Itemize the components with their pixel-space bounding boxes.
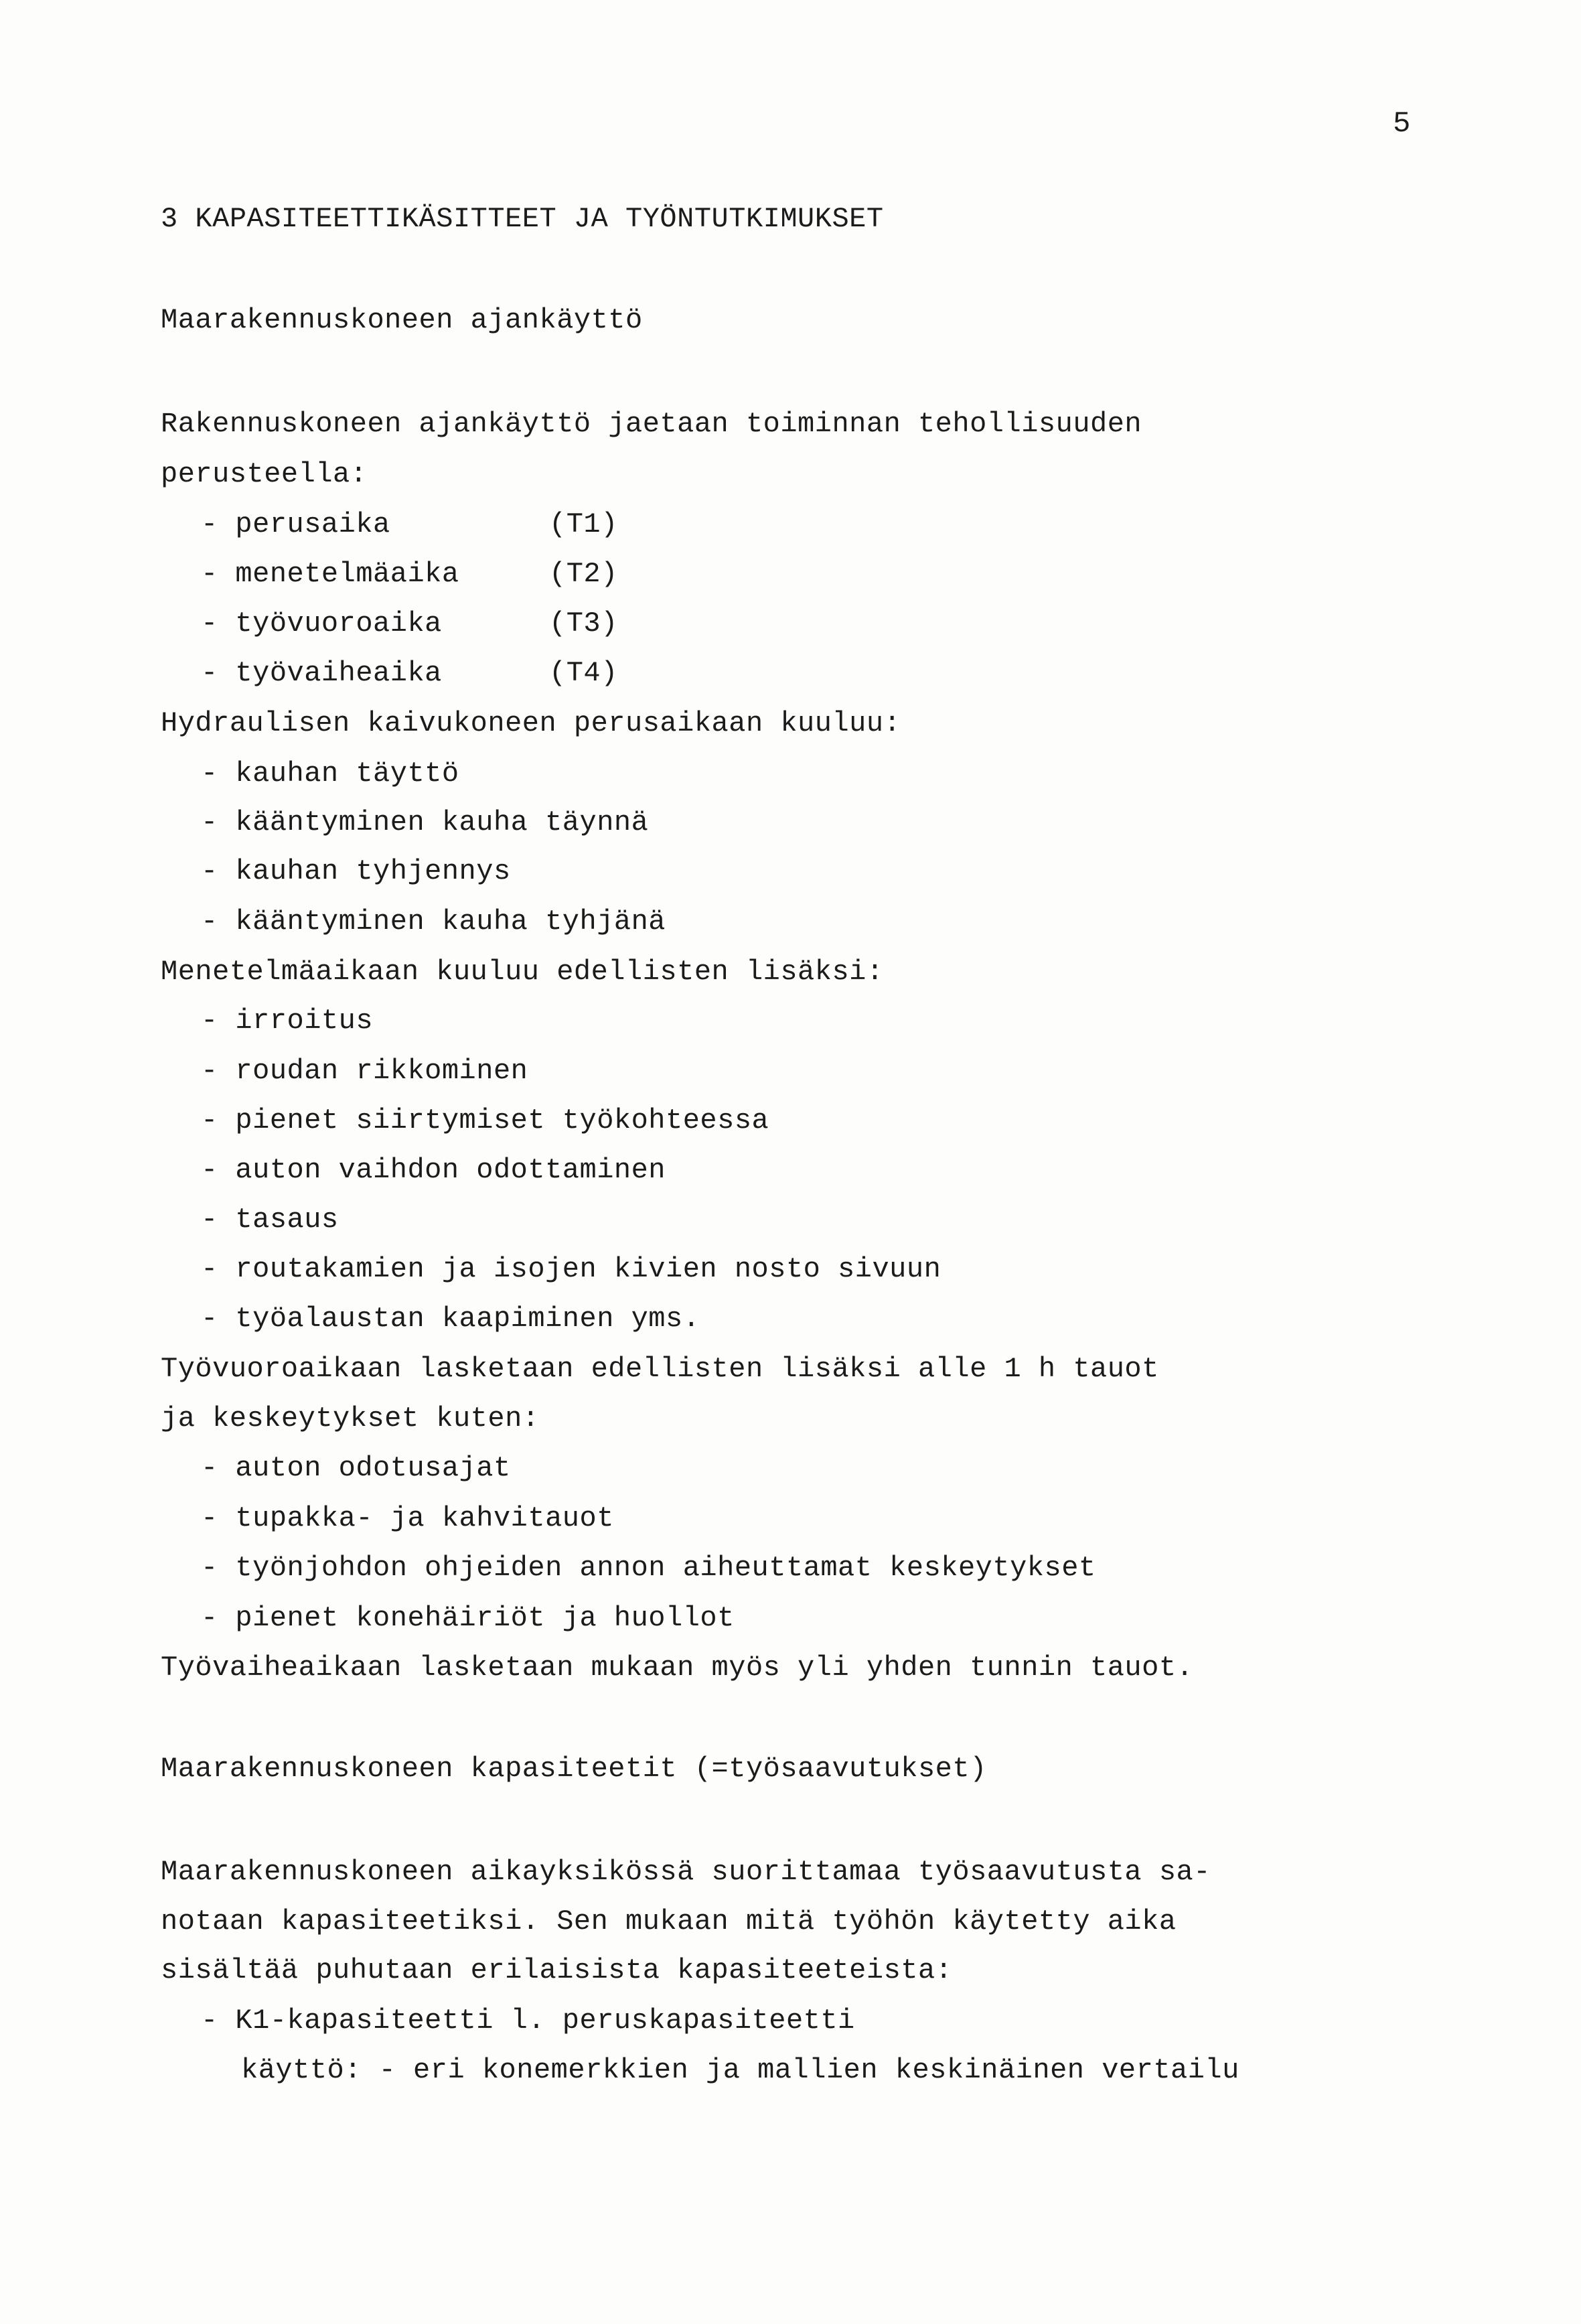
method-time-item: - routakamien ja isojen kivien nosto sivuun: [201, 1253, 942, 1285]
shift-time-item: - työnjohdon ohjeiden annon aiheuttamat keskeytykset: [201, 1552, 1096, 1584]
section-title-time-use: Maarakennuskoneen ajankäyttö: [161, 304, 643, 336]
page-number: 5: [1393, 107, 1411, 141]
method-time-heading: Menetelmäaikaan kuuluu edellisten lisäksi:: [161, 956, 884, 988]
intro-line-1: Rakennuskoneen ajankäyttö jaetaan toiminnan tehollisuuden: [161, 408, 1142, 440]
basic-time-item: - kääntyminen kauha tyhjänä: [201, 905, 666, 938]
shift-time-heading-line-2: ja keskeytykset kuten:: [161, 1402, 540, 1435]
capacity-text-line: notaan kapasiteetiksi. Sen mukaan mitä työhön käytetty aika: [161, 1905, 1177, 1938]
section-title-capacities: Maarakennuskoneen kapasiteetit (=työsaavutukset): [161, 1753, 987, 1785]
time-category-name: - perusaika: [201, 508, 390, 540]
intro-line-2: perusteella:: [161, 458, 368, 490]
method-time-item: - pienet siirtymiset työkohteessa: [201, 1104, 769, 1137]
basic-time-item: - kääntyminen kauha täynnä: [201, 806, 649, 839]
method-time-item: - tasaus: [201, 1204, 339, 1236]
capacity-item: - K1-kapasiteetti l. peruskapasiteetti: [201, 2005, 855, 2037]
basic-time-heading: Hydraulisen kaivukoneen perusaikaan kuuluu:: [161, 707, 901, 739]
basic-time-item: - kauhan tyhjennys: [201, 855, 511, 887]
method-time-item: - työalaustan kaapiminen yms.: [201, 1303, 700, 1335]
shift-time-item: - tupakka- ja kahvitauot: [201, 1502, 614, 1534]
time-category-code: (T4): [549, 657, 618, 689]
method-time-item: - auton vaihdon odottaminen: [201, 1154, 666, 1186]
shift-time-item: - auton odotusajat: [201, 1452, 511, 1484]
basic-time-item: - kauhan täyttö: [201, 757, 459, 790]
time-category-code: (T3): [549, 607, 618, 640]
phase-time-text: Työvaiheaikaan lasketaan mukaan myös yli yhden tunnin tauot.: [161, 1652, 1194, 1684]
time-category-name: - menetelmäaika: [201, 558, 459, 590]
chapter-heading: 3 KAPASITEETTIKÄSITTEET JA TYÖNTUTKIMUKSET: [161, 203, 884, 235]
time-category-code: (T1): [549, 508, 618, 540]
method-time-item: - irroitus: [201, 1005, 374, 1037]
capacity-item-usage: käyttö: - eri konemerkkien ja mallien keskinäinen vertailu: [241, 2054, 1239, 2086]
shift-time-item: - pienet konehäiriöt ja huollot: [201, 1602, 735, 1634]
shift-time-heading-line-1: Työvuoroaikaan lasketaan edellisten lisäksi alle 1 h tauot: [161, 1353, 1159, 1385]
capacity-text-line: Maarakennuskoneen aikayksikössä suorittamaa työsaavutusta sa-: [161, 1856, 1211, 1888]
capacity-text-line: sisältää puhutaan erilaisista kapasiteeteista:: [161, 1954, 953, 1986]
time-category-code: (T2): [549, 558, 618, 590]
method-time-item: - roudan rikkominen: [201, 1055, 528, 1087]
time-category-name: - työvaiheaika: [201, 657, 442, 689]
time-category-name: - työvuoroaika: [201, 607, 442, 640]
